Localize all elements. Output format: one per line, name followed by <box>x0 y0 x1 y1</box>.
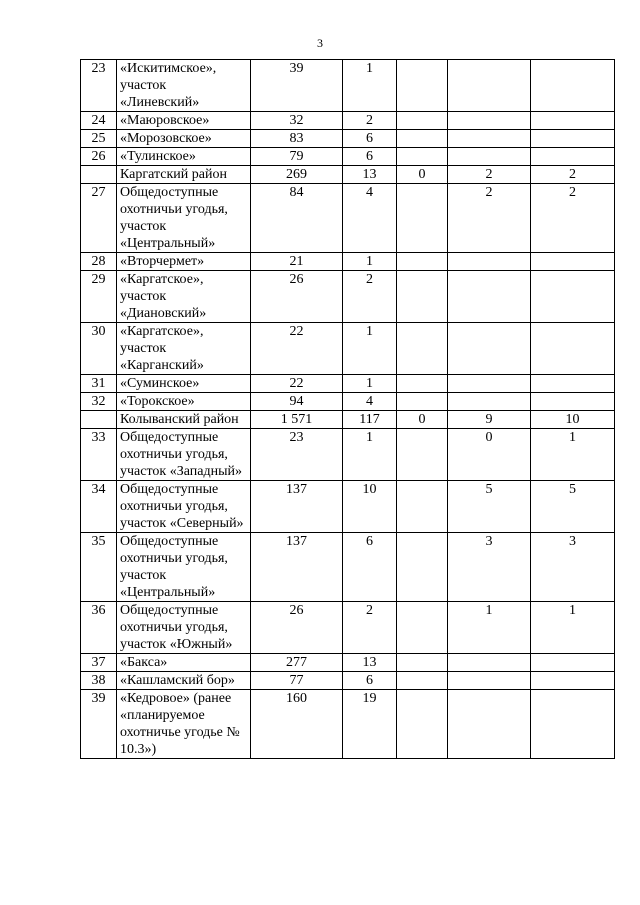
row-value-2: 19 <box>343 690 397 759</box>
row-value-3 <box>397 271 448 323</box>
row-value-4: 3 <box>448 533 531 602</box>
row-value-4 <box>448 654 531 672</box>
table-row <box>81 271 615 323</box>
row-value-5 <box>531 690 615 759</box>
row-value-2: 1 <box>343 253 397 271</box>
row-value-4 <box>448 323 531 375</box>
row-value-4 <box>448 690 531 759</box>
row-value-4 <box>448 271 531 323</box>
row-name: «Искитимское», участок «Линевский» <box>117 60 251 112</box>
row-value-1: 21 <box>251 253 343 271</box>
row-value-5: 1 <box>531 429 615 481</box>
table-row <box>81 393 615 411</box>
table-row <box>81 323 615 375</box>
row-value-4: 2 <box>448 184 531 253</box>
row-value-4 <box>448 253 531 271</box>
row-name: Общедоступные охотничьи угодья, участок «Западный» <box>117 429 251 481</box>
row-value-2: 2 <box>343 271 397 323</box>
table-row <box>81 184 615 253</box>
row-value-3 <box>397 148 448 166</box>
row-name: Колыванский район <box>117 411 251 429</box>
row-number: 27 <box>81 184 117 253</box>
row-number: 32 <box>81 393 117 411</box>
row-number: 34 <box>81 481 117 533</box>
row-value-3 <box>397 533 448 602</box>
table-row <box>81 148 615 166</box>
row-name: Общедоступные охотничьи угодья, участок «Южный» <box>117 602 251 654</box>
row-number: 28 <box>81 253 117 271</box>
row-number: 26 <box>81 148 117 166</box>
row-value-1: 137 <box>251 481 343 533</box>
row-value-1: 22 <box>251 375 343 393</box>
row-value-4 <box>448 112 531 130</box>
row-value-1: 23 <box>251 429 343 481</box>
row-value-3 <box>397 481 448 533</box>
row-number: 38 <box>81 672 117 690</box>
row-value-5 <box>531 130 615 148</box>
row-value-3 <box>397 60 448 112</box>
row-number: 23 <box>81 60 117 112</box>
row-value-2: 2 <box>343 602 397 654</box>
page-number: 3 <box>317 36 323 50</box>
row-value-5: 10 <box>531 411 615 429</box>
table-row <box>81 429 615 481</box>
row-name: Каргатский район <box>117 166 251 184</box>
row-number: 30 <box>81 323 117 375</box>
row-number: 29 <box>81 271 117 323</box>
row-value-2: 4 <box>343 393 397 411</box>
table-row <box>81 130 615 148</box>
row-value-5 <box>531 375 615 393</box>
row-number: 37 <box>81 654 117 672</box>
table-row <box>81 112 615 130</box>
row-value-4: 2 <box>448 166 531 184</box>
row-value-5: 2 <box>531 184 615 253</box>
row-value-4 <box>448 130 531 148</box>
row-number <box>81 411 117 429</box>
table-row <box>81 654 615 672</box>
row-number: 25 <box>81 130 117 148</box>
row-value-2: 2 <box>343 112 397 130</box>
row-number: 24 <box>81 112 117 130</box>
row-name: «Морозовское» <box>117 130 251 148</box>
row-name: Общедоступные охотничьи угодья, участок «Центральный» <box>117 533 251 602</box>
row-name: «Маюровское» <box>117 112 251 130</box>
table-body <box>81 60 615 759</box>
row-value-2: 1 <box>343 429 397 481</box>
table-row <box>81 375 615 393</box>
row-value-2: 1 <box>343 323 397 375</box>
row-number: 35 <box>81 533 117 602</box>
row-value-3 <box>397 690 448 759</box>
row-value-3 <box>397 393 448 411</box>
row-name: «Торокское» <box>117 393 251 411</box>
row-value-1: 160 <box>251 690 343 759</box>
row-value-2: 6 <box>343 130 397 148</box>
row-value-1: 39 <box>251 60 343 112</box>
row-value-5 <box>531 112 615 130</box>
row-value-5 <box>531 271 615 323</box>
row-value-5 <box>531 393 615 411</box>
row-value-4: 0 <box>448 429 531 481</box>
row-value-2: 13 <box>343 654 397 672</box>
row-name: «Кедровое» (ранее «планируемое охотничье угодье № 10.3») <box>117 690 251 759</box>
row-value-1: 79 <box>251 148 343 166</box>
row-value-5: 1 <box>531 602 615 654</box>
row-value-1: 84 <box>251 184 343 253</box>
row-name: «Кашламский бор» <box>117 672 251 690</box>
row-value-3 <box>397 130 448 148</box>
table-row <box>81 253 615 271</box>
row-name: Общедоступные охотничьи угодья, участок «Центральный» <box>117 184 251 253</box>
row-value-1: 94 <box>251 393 343 411</box>
row-value-3: 0 <box>397 166 448 184</box>
row-name: Общедоступные охотничьи угодья, участок «Северный» <box>117 481 251 533</box>
row-number: 33 <box>81 429 117 481</box>
row-number: 31 <box>81 375 117 393</box>
row-name: «Суминское» <box>117 375 251 393</box>
row-value-1: 77 <box>251 672 343 690</box>
row-value-2: 13 <box>343 166 397 184</box>
row-value-5 <box>531 253 615 271</box>
row-value-2: 6 <box>343 148 397 166</box>
row-value-1: 137 <box>251 533 343 602</box>
row-number: 39 <box>81 690 117 759</box>
row-value-4: 1 <box>448 602 531 654</box>
row-value-1: 26 <box>251 602 343 654</box>
row-value-3 <box>397 672 448 690</box>
row-value-3 <box>397 429 448 481</box>
row-value-5: 3 <box>531 533 615 602</box>
row-number: 36 <box>81 602 117 654</box>
row-value-1: 83 <box>251 130 343 148</box>
row-value-1: 277 <box>251 654 343 672</box>
table-row <box>81 60 615 112</box>
row-value-5 <box>531 672 615 690</box>
row-value-1: 269 <box>251 166 343 184</box>
row-value-3 <box>397 323 448 375</box>
row-value-4: 9 <box>448 411 531 429</box>
row-value-2: 1 <box>343 60 397 112</box>
row-value-4 <box>448 60 531 112</box>
table-row <box>81 672 615 690</box>
hunting-grounds-table <box>80 59 615 759</box>
table-row <box>81 481 615 533</box>
row-value-2: 6 <box>343 533 397 602</box>
row-value-5: 5 <box>531 481 615 533</box>
row-value-3 <box>397 654 448 672</box>
row-value-5 <box>531 60 615 112</box>
row-value-4 <box>448 148 531 166</box>
row-value-1: 26 <box>251 271 343 323</box>
row-value-1: 32 <box>251 112 343 130</box>
row-value-1: 22 <box>251 323 343 375</box>
row-name: «Каргатское», участок «Карганский» <box>117 323 251 375</box>
row-number <box>81 166 117 184</box>
table-row <box>81 690 615 759</box>
table-row <box>81 533 615 602</box>
row-value-3 <box>397 112 448 130</box>
row-value-1: 1 571 <box>251 411 343 429</box>
row-value-4: 5 <box>448 481 531 533</box>
row-value-2: 117 <box>343 411 397 429</box>
row-value-4 <box>448 375 531 393</box>
row-value-2: 4 <box>343 184 397 253</box>
row-name: «Бакса» <box>117 654 251 672</box>
row-name: «Вторчермет» <box>117 253 251 271</box>
row-value-5 <box>531 323 615 375</box>
row-value-3 <box>397 184 448 253</box>
row-value-5 <box>531 148 615 166</box>
row-value-5: 2 <box>531 166 615 184</box>
table-row <box>81 166 615 184</box>
row-value-3 <box>397 602 448 654</box>
row-value-4 <box>448 393 531 411</box>
row-value-2: 1 <box>343 375 397 393</box>
table-row <box>81 411 615 429</box>
table-row <box>81 602 615 654</box>
row-value-4 <box>448 672 531 690</box>
row-value-3: 0 <box>397 411 448 429</box>
row-value-2: 6 <box>343 672 397 690</box>
row-name: «Каргатское», участок «Диановский» <box>117 271 251 323</box>
row-name: «Тулинское» <box>117 148 251 166</box>
row-value-2: 10 <box>343 481 397 533</box>
row-value-5 <box>531 654 615 672</box>
row-value-3 <box>397 375 448 393</box>
row-value-3 <box>397 253 448 271</box>
